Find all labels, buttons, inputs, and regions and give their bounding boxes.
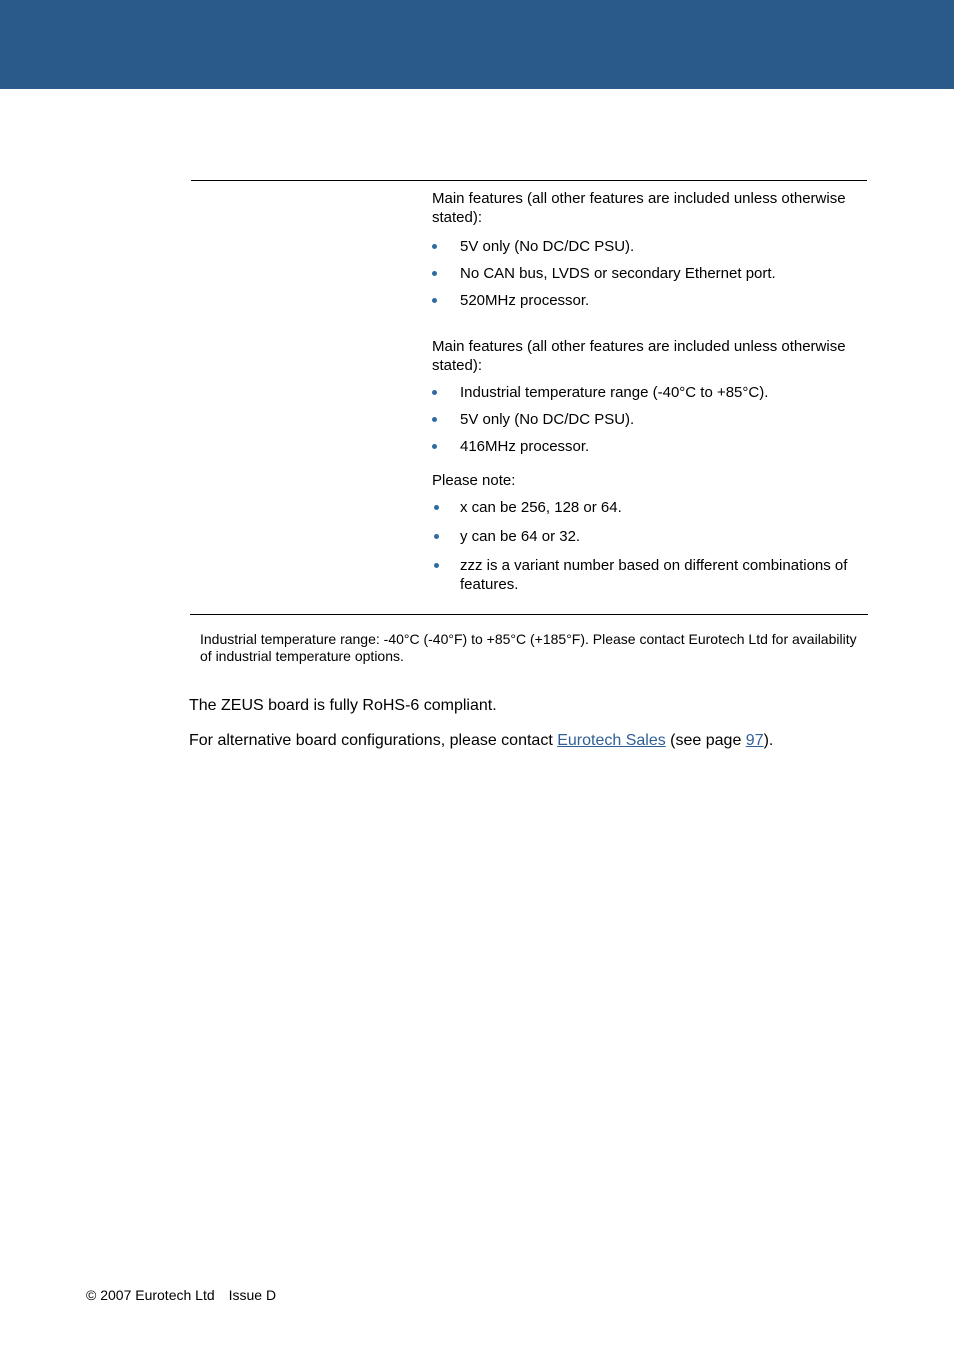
feature-text: 416MHz processor.: [460, 438, 590, 455]
list-item: [432, 383, 862, 402]
page-reference-link[interactable]: 97: [745, 732, 764, 749]
contact-prefix: For alternative board configurations, please contact: [189, 732, 558, 749]
variant-a-cell: [432, 189, 862, 310]
list-item: [432, 527, 862, 546]
table-top-rule: [191, 180, 867, 181]
list-item: [432, 264, 862, 283]
variant-b-feature-list: [432, 383, 862, 456]
header-band: [0, 0, 954, 89]
note-cell: [432, 471, 862, 594]
bullet-icon: [432, 417, 437, 422]
list-item: [432, 291, 862, 310]
rohs-statement: The ZEUS board is fully RoHS-6 compliant.: [189, 697, 497, 714]
note-text: zzz is a variant number based on different combinations of features.: [460, 557, 848, 593]
bullet-icon: [432, 390, 437, 395]
note-heading: Please note:: [432, 472, 516, 489]
table-bottom-rule: [190, 614, 868, 615]
footer-copyright: © 2007 Eurotech Ltd: [86, 1287, 215, 1303]
eurotech-sales-link[interactable]: Eurotech Sales: [557, 732, 666, 749]
list-item: [432, 556, 862, 594]
table-footnote: Industrial temperature range: -40°C (-40°F) to +85°C (+185°F). Please contact Eurotech Ltd for availability of industrial temperature options.: [200, 631, 857, 664]
variant-b-cell: [432, 337, 862, 456]
feature-text: Industrial temperature range (-40°C to +85°C).: [460, 384, 769, 401]
feature-text: 5V only (No DC/DC PSU).: [460, 411, 635, 428]
bullet-icon: [434, 563, 439, 568]
variant-b-intro: Main features (all other features are included unless otherwise stated):: [432, 338, 846, 374]
page-footer: [86, 1287, 276, 1304]
note-list: [432, 498, 862, 594]
note-text: x can be 256, 128 or 64.: [460, 499, 622, 516]
footer-issue: Issue D: [228, 1287, 277, 1303]
bullet-icon: [432, 444, 437, 449]
bullet-icon: [432, 298, 437, 303]
feature-text: 520MHz processor.: [460, 292, 590, 309]
contact-middle: (see page: [665, 732, 746, 749]
list-item: [432, 437, 862, 456]
feature-text: 5V only (No DC/DC PSU).: [460, 238, 635, 255]
bullet-icon: [434, 534, 439, 539]
bullet-icon: [434, 505, 439, 510]
variant-a-intro: Main features (all other features are included unless otherwise stated):: [432, 190, 846, 226]
contact-suffix: ).: [763, 732, 774, 749]
list-item: [432, 410, 862, 429]
variant-a-feature-list: [432, 237, 862, 310]
list-item: [432, 237, 862, 256]
feature-text: No CAN bus, LVDS or secondary Ethernet port.: [460, 265, 776, 282]
note-text: y can be 64 or 32.: [460, 528, 581, 545]
bullet-icon: [432, 244, 437, 249]
bullet-icon: [432, 271, 437, 276]
list-item: [432, 498, 862, 517]
contact-paragraph: [189, 731, 773, 750]
